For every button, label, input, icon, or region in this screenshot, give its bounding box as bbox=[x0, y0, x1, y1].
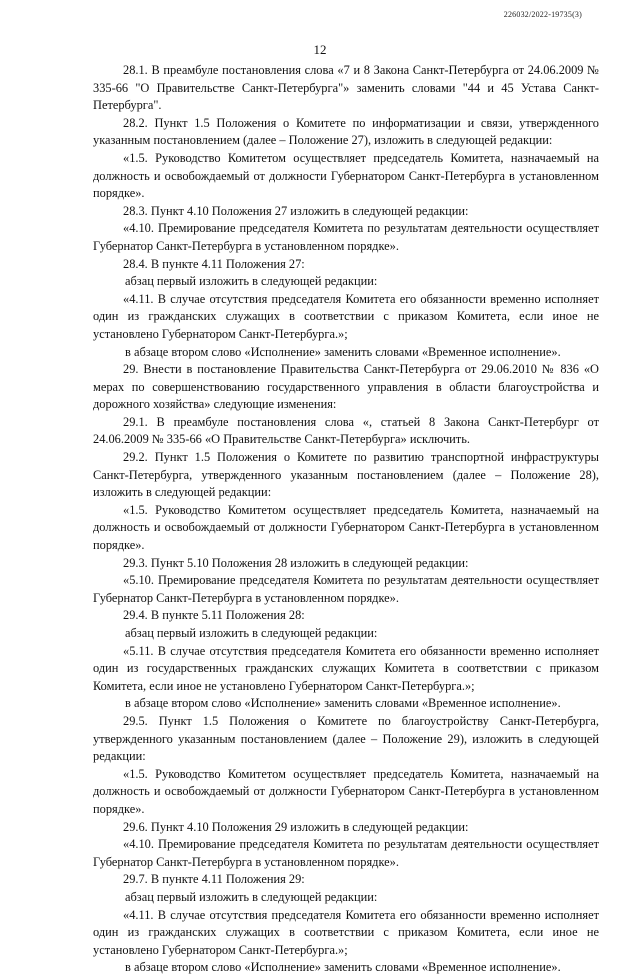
quote-4-10: «4.10. Премирование председателя Комитета по результатам деятельности осуществляет Губернатор Санкт-Петербурга в установленном порядке». bbox=[93, 221, 599, 253]
paragraph-29-4: 29.4. В пункте 5.11 Положения 28: bbox=[123, 608, 305, 623]
paragraph-text: абзац первый изложить в следующей редакции: bbox=[125, 274, 378, 289]
quote-5-11: «5.11. В случае отсутствия председателя Комитета его обязанности временно исполняет один из государственных гражданских служащих Комитета в соответствии с приказом Комитета, если иное не установлено Губернатором Санкт-Петербурга.»; bbox=[93, 643, 599, 693]
paragraph-28-4: 28.4. В пункте 4.11 Положения 27: bbox=[123, 256, 305, 271]
paragraph-text: в абзаце втором слово «Исполнение» заменить словами «Временное исполнение». bbox=[125, 344, 561, 359]
quote-4-11: «4.11. В случае отсутствия председателя Комитета его обязанности временно исполняет один из гражданских служащих в соответствии с приказом Комитета, если иное не установлено Губернатором Санкт-Петербурга.»; bbox=[93, 291, 599, 341]
paragraph-29: 29. Внести в постановление Правительства Санкт-Петербурга от 29.06.2010 № 836 «О мерах по совершенствованию государственного управления в области благоустройства и дорожного хозяйства» следующие изменения: bbox=[93, 362, 599, 412]
paragraph-text: в абзаце втором слово «Исполнение» заменить словами «Временное исполнение». bbox=[125, 696, 561, 711]
paragraph-29-1: 29.1. В преамбуле постановления слова «, статьей 8 Закона Санкт-Петербург от 24.06.2009 № 335-66 «О Правительстве Санкт-Петербурга» исключить. bbox=[93, 414, 599, 447]
paragraph-28-1: 28.1. В преамбуле постановления слова «7 и 8 Закона Санкт-Петербурга от 24.06.2009 № 335-66 "О Правительстве Санкт-Петербурга"» заменить словами "44 и 45 Устава Санкт-Петербурга". bbox=[93, 63, 599, 113]
quote-1-5: «1.5. Руководство Комитетом осуществляет председатель Комитета, назначаемый на должность и освобождаемый от должности Губернатором Санкт-Петербурга в установленном порядке». bbox=[93, 150, 599, 201]
document-id: 226032/2022-19735(3) bbox=[503, 10, 582, 19]
quote-4-10: «4.10. Премирование председателя Комитета по результатам деятельности осуществляет Губернатор Санкт-Петербурга в установленном порядке». bbox=[93, 837, 599, 869]
paragraph-text: абзац первый изложить в следующей редакции: bbox=[125, 889, 378, 904]
quote-5-10: «5.10. Премирование председателя Комитета по результатам деятельности осуществляет Губернатор Санкт-Петербурга в установленном порядке». bbox=[93, 573, 599, 605]
paragraph-29-3: 29.3. Пункт 5.10 Положения 28 изложить в следующей редакции: bbox=[123, 555, 469, 570]
page-number: 12 bbox=[313, 42, 327, 57]
quote-1-5: «1.5. Руководство Комитетом осуществляет председатель Комитета, назначаемый на должность и освобождаемый от должности Губернатором Санкт-Петербурга в установленном порядке». bbox=[93, 502, 599, 553]
paragraph-29-2: 29.2. Пункт 1.5 Положения о Комитете по развитию транспортной инфраструктуры Санкт-Петербурга, утвержденного указанным постановлением (далее – Положение 28), изложить в следующей редакции: bbox=[93, 450, 599, 500]
paragraph-text: в абзаце втором слово «Исполнение» заменить словами «Временное исполнение». bbox=[125, 960, 561, 975]
quote-4-11: «4.11. В случае отсутствия председателя Комитета его обязанности временно исполняет один из гражданских служащих в соответствии с приказом Комитета, если иное не установлено Губернатором Санкт-Петербурга.»; bbox=[93, 907, 599, 957]
quote-1-5: «1.5. Руководство Комитетом осуществляет председатель Комитета, назначаемый на должность и освобождаемый от должности Губернатором Санкт-Петербурга в установленном порядке». bbox=[93, 766, 599, 816]
document-body bbox=[93, 62, 599, 977]
paragraph-29-6: 29.6. Пункт 4.10 Положения 29 изложить в следующей редакции: bbox=[123, 819, 469, 834]
paragraph-28-2: 28.2. Пункт 1.5 Положения о Комитете по информатизации и связи, утвержденного указанным постановлением (далее – Положение 27), изложить в следующей редакции: bbox=[93, 115, 599, 148]
paragraph-29-5: 29.5. Пункт 1.5 Положения о Комитете по благоустройству Санкт-Петербурга, утвержденного указанным постановлением (далее – Положение 29), изложить в следующей редакции: bbox=[93, 713, 599, 764]
paragraph-28-3: 28.3. Пункт 4.10 Положения 27 изложить в следующей редакции: bbox=[123, 203, 469, 218]
paragraph-text: абзац первый изложить в следующей редакции: bbox=[125, 626, 378, 640]
paragraph-29-7: 29.7. В пункте 4.11 Положения 29: bbox=[123, 872, 305, 887]
